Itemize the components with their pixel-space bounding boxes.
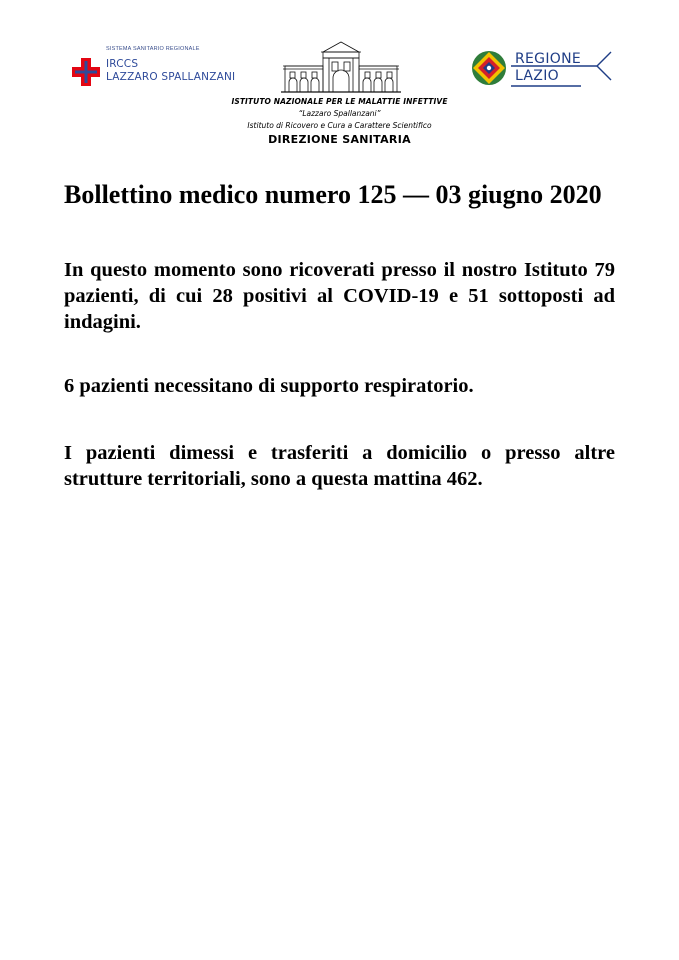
- red-cross-icon: [72, 58, 100, 86]
- direction-heading: DIREZIONE SANITARIA: [268, 133, 411, 146]
- bulletin-paragraph-discharged: I pazienti dimessi e trasferiti a domicilio o presso altre strutture territoriali, sono a questa mattina 462.: [64, 442, 615, 490]
- institute-building-drawing: [281, 38, 401, 94]
- bulletin-title: Bollettino medico numero 125 — 03 giugno 2020: [64, 180, 602, 209]
- institute-subname: “Lazzaro Spallanzani”: [298, 109, 381, 118]
- bulletin-paragraph-admitted: In questo momento sono ricoverati presso il nostro Istituto 79 pazienti, di cui 28 positivi al COVID-19 e 51 sottoposti ad indagini.: [64, 259, 615, 333]
- regione-lazio-logo: [471, 48, 621, 88]
- lazio-label: LAZIO: [515, 68, 559, 84]
- logo-line-spallanzani: LAZZARO SPALLANZANI: [106, 71, 236, 83]
- regione-lazio-emblem-icon: [471, 50, 507, 86]
- institute-type: Istituto di Ricovero e Cura a Carattere Scientifico: [247, 121, 432, 130]
- logo-line-irccs: IRCCS: [106, 58, 139, 70]
- institute-name: ISTITUTO NAZIONALE PER LE MALATTIE INFETTIVE: [231, 97, 448, 106]
- bulletin-paragraph-respiratory: 6 pazienti necessitano di supporto respiratorio.: [64, 375, 474, 397]
- logo-caption: SISTEMA SANITARIO REGIONALE: [106, 46, 200, 52]
- spallanzani-logo: [72, 46, 242, 96]
- regione-label: REGIONE: [515, 51, 581, 67]
